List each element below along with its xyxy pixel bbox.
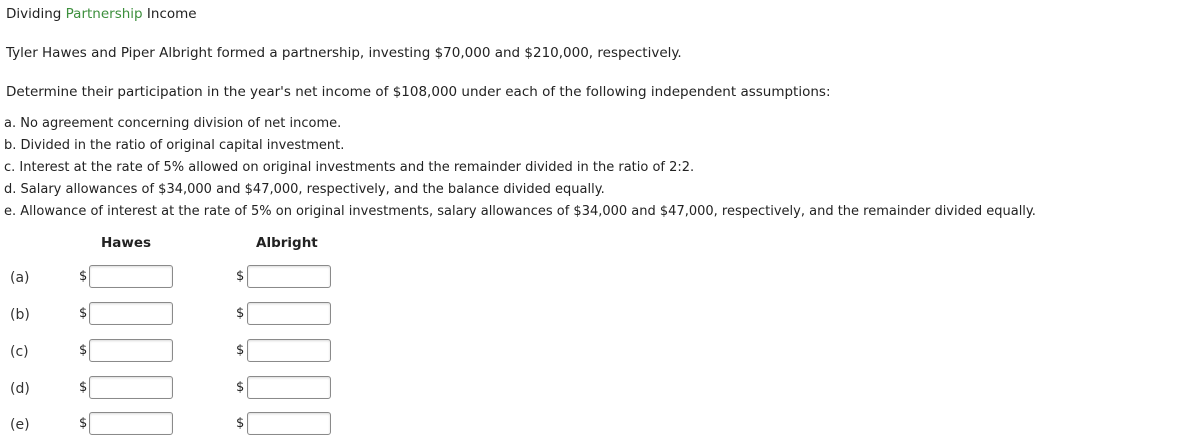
dollar-sign: $ (79, 306, 88, 321)
dollar-sign: $ (79, 380, 88, 395)
dollar-sign: $ (236, 380, 245, 395)
assumption-b: b. Divided in the ratio of original capital investment. (4, 138, 345, 153)
hawes-input-e[interactable] (89, 412, 173, 435)
assumptions-list (4, 115, 1036, 225)
assumption-a: a. No agreement concerning division of net income. (4, 116, 342, 131)
hawes-input-b[interactable] (89, 302, 173, 325)
albright-input-a[interactable] (247, 265, 331, 288)
dollar-sign: $ (236, 269, 245, 284)
albright-input-d[interactable] (247, 376, 331, 399)
assumption-d: d. Salary allowances of $34,000 and $47,000, respectively, and the balance divided equally. (4, 182, 605, 197)
assumption-c: c. Interest at the rate of 5% allowed on original investments and the remainder divided in the ratio of 2:2. (4, 160, 695, 175)
row-label: (b) (10, 307, 30, 323)
row-label: (a) (10, 270, 30, 286)
dollar-sign: $ (236, 416, 245, 431)
page-title (6, 6, 197, 22)
problem-intro: Tyler Hawes and Piper Albright formed a partnership, investing $70,000 and $210,000, respectively. (6, 45, 682, 61)
dollar-sign: $ (79, 269, 88, 284)
albright-input-e[interactable] (247, 412, 331, 435)
answer-row-a (0, 265, 400, 293)
title-prefix: Dividing (6, 6, 62, 22)
hawes-input-d[interactable] (89, 376, 173, 399)
dollar-sign: $ (236, 306, 245, 321)
hawes-input-a[interactable] (89, 265, 173, 288)
row-label: (e) (10, 417, 30, 433)
row-label: (c) (10, 344, 29, 360)
dollar-sign: $ (79, 343, 88, 358)
albright-input-b[interactable] (247, 302, 331, 325)
dollar-sign: $ (79, 416, 88, 431)
column-header-hawes: Hawes (101, 235, 152, 251)
partnership-link[interactable]: Partnership (65, 6, 143, 22)
answer-row-d (0, 376, 400, 404)
albright-input-c[interactable] (247, 339, 331, 362)
hawes-input-c[interactable] (89, 339, 173, 362)
problem-instruction: Determine their participation in the year's net income of $108,000 under each of the following independent assumptions: (6, 84, 831, 100)
row-label: (d) (10, 381, 30, 397)
dollar-sign: $ (236, 343, 245, 358)
answer-row-b (0, 302, 400, 330)
answer-row-c (0, 339, 400, 367)
assumption-e: e. Allowance of interest at the rate of 5% on original investments, salary allowances of $34,000 and $47,000, respectively, and the remainder divided equally. (4, 204, 1036, 219)
title-suffix: Income (146, 6, 197, 22)
column-header-albright: Albright (256, 235, 318, 251)
answer-row-e (0, 412, 400, 440)
